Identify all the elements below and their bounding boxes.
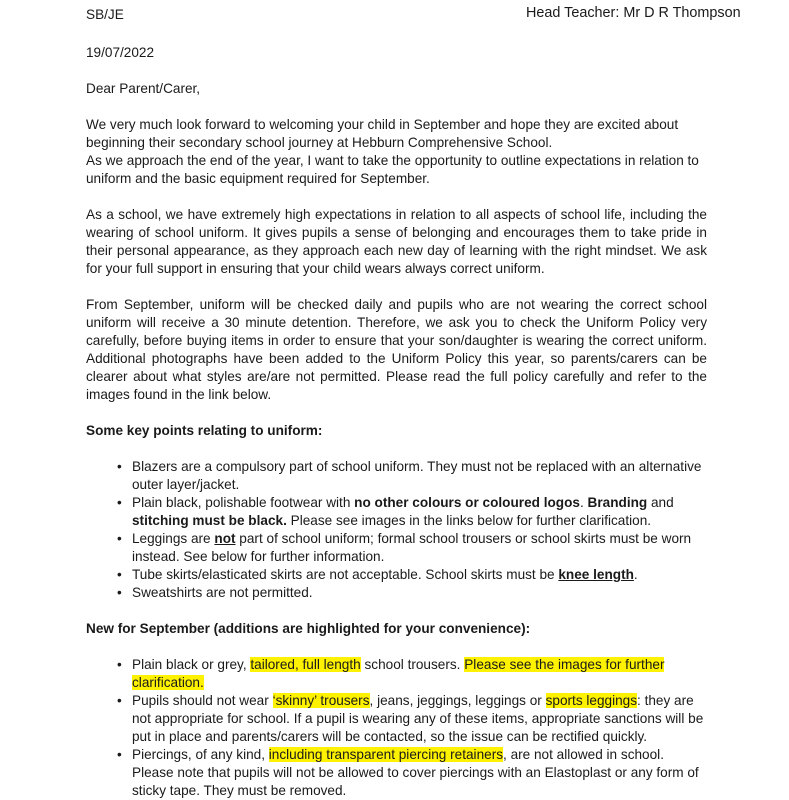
paragraph-expectations-intro: As we approach the end of the year, I want to take the opportunity to outline expectations in relation to uniform and the basic equipment required for September.	[86, 153, 699, 186]
new-for-september-heading: New for September (additions are highlighted for your convenience):	[86, 621, 531, 636]
paragraph-uniform-checks: From September, uniform will be checked daily and pupils who are not wearing the correct school uniform will receive a 30 minute detention. Therefore, we ask you to check the Uniform Policy very carefully, before buying items in order to ensure that your son/daughter is wearing the correct uniform. Additional photographs have been added to the Uniform Policy this year, so parents/carers can be clearer about what styles are/are not permitted. Please read the full policy carefully and refer to the images found in the link below.	[86, 297, 707, 402]
reference-code: SB/JE	[86, 7, 124, 22]
list-item-skinny-trousers: • Pupils should not wear ‘skinny’ trousers, jeans, jeggings, leggings or sports leggings: they are not appropriate for school. If a pupil is wearing any of these items, appropriate sanctions will be put in place and parents/carers will be contacted, so the issue can be rectified quickly.	[132, 692, 707, 746]
paragraph-welcome: We very much look forward to welcoming your child in September and hope they are excited about beginning their secondary school journey at Hebburn Comprehensive School.	[86, 117, 679, 150]
paragraph-high-expectations: As a school, we have extremely high expectations in relation to all aspects of school life, including the wearing of school uniform. It gives pupils a sense of belonging and encourages them to take pride in their personal appearance, as they approach each new day of learning with the right mindset. We ask for your full support in ensuring that your child wears always correct uniform.	[86, 207, 707, 276]
head-teacher: Head Teacher: Mr D R Thompson	[526, 5, 741, 21]
list-item-piercings: • Piercings, of any kind, including transparent piercing retainers, are not allowed in school. Please note that pupils will not be allowed to cover piercings with an Elastoplast or any form of sticky tape. They must be removed.	[132, 746, 707, 800]
list-item-skirts: • Tube skirts/elasticated skirts are not acceptable. School skirts must be knee length.	[132, 566, 707, 584]
list-item-blazers: • Blazers are a compulsory part of school uniform. They must not be replaced with an alternative outer layer/jacket.	[132, 458, 707, 494]
key-points-heading: Some key points relating to uniform:	[86, 423, 323, 438]
letter-body	[86, 80, 707, 800]
list-item-leggings: • Leggings are not part of school uniform; formal school trousers or school skirts must be worn instead. See below for further information.	[132, 530, 707, 566]
list-item-footwear: • Plain black, polishable footwear with no other colours or coloured logos. Branding and stitching must be black. Please see images in the links below for further clarification.	[132, 494, 707, 530]
key-points-list	[86, 458, 707, 602]
new-for-september-list	[86, 656, 707, 800]
letter-date: 19/07/2022	[86, 45, 155, 60]
list-item-sweatshirts: • Sweatshirts are not permitted.	[132, 584, 707, 602]
salutation: Dear Parent/Carer,	[86, 81, 201, 96]
list-item-trousers: • Plain black or grey, tailored, full length school trousers. Please see the images for further clarification.	[132, 656, 707, 692]
